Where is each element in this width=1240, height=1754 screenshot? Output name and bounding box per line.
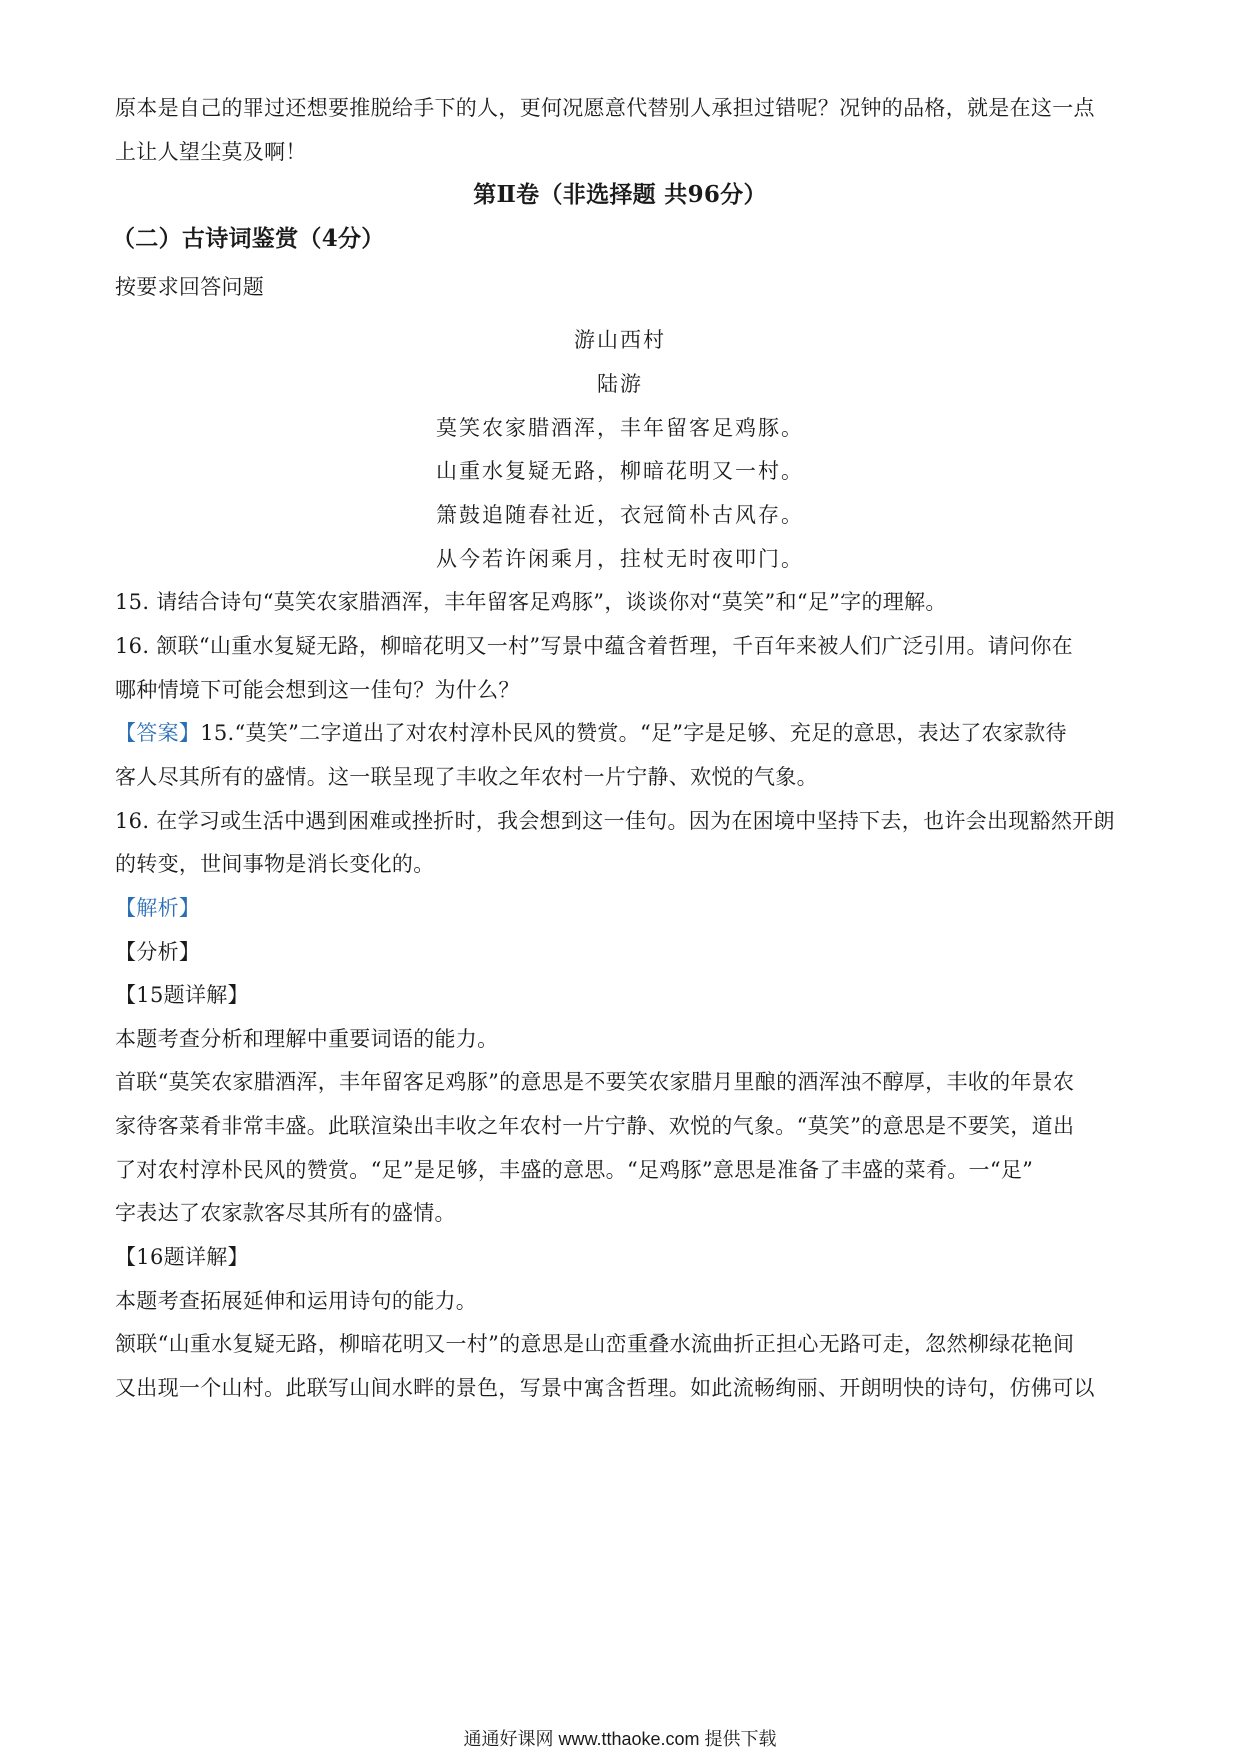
paragraph-line: 家待客菜肴非常丰盛。此联渲染出丰收之年农村一片宁静、欢悦的气象。“莫笑”的意思是不要笑，道出 bbox=[115, 1114, 1075, 1138]
poem-line: 从今若许闲乘月，拄杖无时夜叩门。 bbox=[436, 547, 804, 571]
poem-line: 莫笑农家腊酒浑，丰年留客足鸡豚。 bbox=[436, 416, 804, 440]
answer-16-cont: 的转变，世间事物是消长变化的。 bbox=[115, 852, 435, 876]
analysis-heading: 【分析】 bbox=[115, 940, 201, 964]
paragraph-line: 又出现一个山村。此联写山间水畔的景色，写景中寓含哲理。如此流畅绚丽、开朗明快的诗句，仿佛可以 bbox=[115, 1376, 1095, 1400]
paragraph-line: 字表达了农家款客尽其所有的盛情。 bbox=[115, 1201, 456, 1225]
analysis-tag: 【解析】 bbox=[115, 896, 201, 920]
poem-line: 箫鼓追随春社近，衣冠简朴古风存。 bbox=[436, 503, 804, 527]
paragraph-line: 上让人望尘莫及啊！ bbox=[115, 140, 307, 164]
paragraph-line: 了对农村淳朴民风的赞赏。“足”是足够，丰盛的意思。“足鸡豚”意思是准备了丰盛的菜肴。一“足” bbox=[115, 1158, 1034, 1182]
answer-15 bbox=[115, 718, 1135, 748]
paragraph-line: 首联“莫笑农家腊酒浑，丰年留客足鸡豚”的意思是不要笑农家腊月里酿的酒浑浊不醇厚，丰收的年景农 bbox=[115, 1070, 1075, 1094]
volume-title: 第Ⅱ卷（非选择题 共96分） bbox=[473, 181, 767, 208]
answer-tag: 【答案】 bbox=[115, 721, 201, 745]
detail-16-title: 【16题详解】 bbox=[115, 1245, 249, 1269]
paragraph-line: 本题考查拓展延伸和运用诗句的能力。 bbox=[115, 1289, 478, 1313]
answer-15-text: 15.“莫笑”二字道出了对农村淳朴民风的赞赏。“足”字是足够、充足的意思，表达了农家款待 bbox=[200, 721, 1067, 745]
answer-16: 16. 在学习或生活中遇到困难或挫折时，我会想到这一佳句。因为在困境中坚持下去，也许会出现豁然开朗 bbox=[115, 809, 1115, 833]
question-16-cont: 哪种情境下可能会想到这一佳句？为什么？ bbox=[115, 678, 520, 702]
paragraph-line: 本题考查分析和理解中重要词语的能力。 bbox=[115, 1027, 499, 1051]
detail-15-title: 【15题详解】 bbox=[115, 983, 249, 1007]
question-15: 15. 请结合诗句“莫笑农家腊酒浑，丰年留客足鸡豚”，谈谈你对“莫笑”和“足”字的理解。 bbox=[115, 590, 947, 614]
paragraph-line: 原本是自己的罪过还想要推脱给手下的人，更何况愿意代替别人承担过错呢？况钟的品格，就是在这一点 bbox=[115, 96, 1095, 120]
poem-title: 游山西村 bbox=[574, 328, 666, 352]
section-title: （二）古诗词鉴赏（4分） bbox=[112, 225, 385, 252]
answer-15-cont: 客人尽其所有的盛情。这一联呈现了丰收之年农村一片宁静、欢悦的气象。 bbox=[115, 765, 818, 789]
poem-line: 山重水复疑无路，柳暗花明又一村。 bbox=[436, 459, 804, 483]
poem-author: 陆游 bbox=[597, 372, 643, 396]
page-footer: 通通好课网 www.tthaoke.com 提供下载 bbox=[463, 1729, 777, 1749]
instruction: 按要求回答问题 bbox=[115, 275, 265, 299]
paragraph-line: 颔联“山重水复疑无路，柳暗花明又一村”的意思是山峦重叠水流曲折正担心无路可走，忽然柳绿花艳间 bbox=[115, 1332, 1075, 1356]
question-16: 16. 颔联“山重水复疑无路，柳暗花明又一村”写景中蕴含着哲理，千百年来被人们广泛引用。请问你在 bbox=[115, 634, 1073, 658]
